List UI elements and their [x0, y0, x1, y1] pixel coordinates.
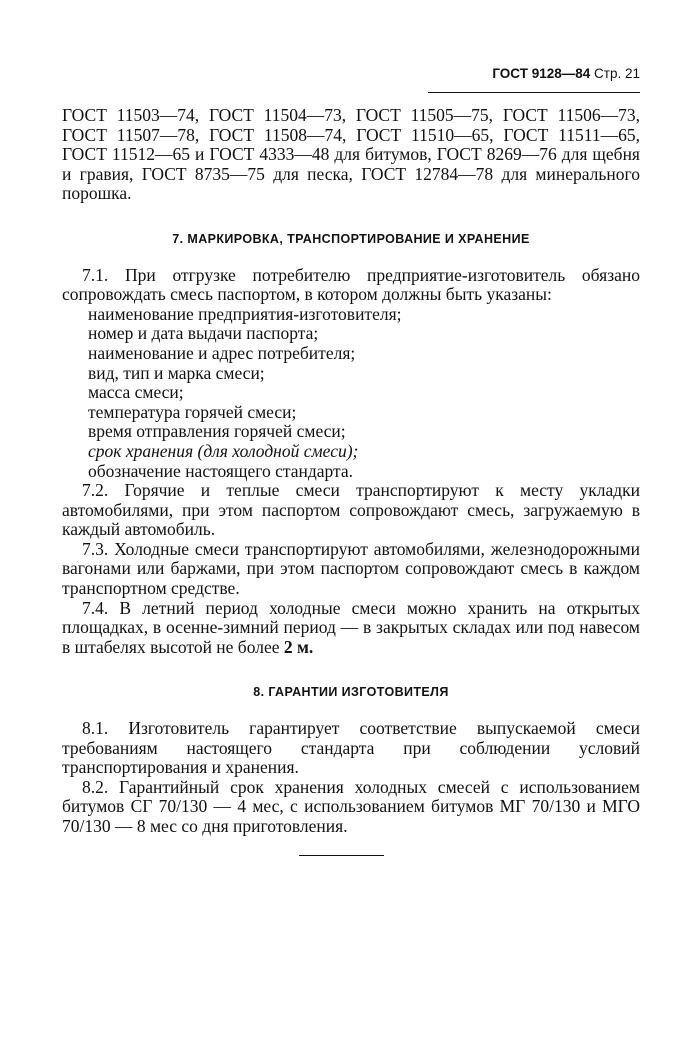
list-item: время отправления горячей смеси;	[88, 421, 346, 442]
intro-paragraph: ГОСТ 11503—74, ГОСТ 11504—73, ГОСТ 11505—75, ГОСТ 11506—73, ГОСТ 11507—78, ГОСТ 11508—74, ГОСТ 11510—65, ГОСТ 11511—65, ГОСТ 11512—65 и ГОСТ 4333—48 для битумов, ГОСТ 8269—76 для щебня и гравия, ГОСТ 8735—75 для песка, ГОСТ 12784—78 для минерального порошка.	[62, 105, 640, 204]
list-item: номер и дата выдачи паспорта;	[88, 323, 319, 344]
passport-items-list	[62, 305, 640, 481]
page-number: Стр. 21	[594, 66, 640, 81]
list-item: температура горячей смеси;	[88, 401, 297, 422]
list-item: наименование и адрес потребителя;	[88, 342, 356, 363]
list-item: обозначение настоящего стандарта.	[88, 460, 354, 481]
list-item: вид, тип и марка смеси;	[88, 362, 265, 383]
paragraph-8-2: 8.2. Гарантийный срок хранения холодных смесей с использованием битумов СГ 70/130 — 4 мес, с использованием битумов МГ 70/130 и МГО 70/130 — 8 мес со дня приготовления.	[62, 776, 640, 836]
paragraph-7-1: 7.1. При отгрузке потребителю предприятие-изготовитель обязано сопровождать смесь паспортом, в котором должны быть указаны:	[62, 264, 640, 305]
paragraph-7-4	[62, 599, 640, 658]
paragraph-7-4-height: 2 м.	[283, 636, 314, 657]
section-8-heading: 8. ГАРАНТИИ ИЗГОТОВИТЕЛЯ	[253, 685, 449, 700]
paragraph-7-4-text: 7.4. В летний период холодные смеси можно хранить на открытых площадках, в осенне-зимний период — в закрытых складах или под навесом в штабелях высотой не более	[62, 597, 640, 657]
section-7-heading: 7. МАРКИРОВКА, ТРАНСПОРТИРОВАНИЕ И ХРАНЕНИЕ	[172, 231, 530, 246]
paragraph-7-3: 7.3. Холодные смеси транспортируют автомобилями, железнодорожными вагонами или баржами, при этом паспортом сопровождают смесь в каждом транспортном средстве.	[62, 538, 640, 599]
end-divider	[299, 855, 384, 856]
body-text	[62, 106, 640, 837]
paragraph-7-2: 7.2. Горячие и теплые смеси транспортируют к месту укладки автомобилями, при этом паспортом сопровождают смесь, загружаемую в каждый автомобиль.	[62, 480, 640, 540]
list-item: наименование предприятия-изготовителя;	[88, 303, 402, 324]
running-header	[428, 66, 640, 93]
paragraph-8-1: 8.1. Изготовитель гарантирует соответствие выпускаемой смеси требованиям настоящего стандарта при соблюдении условий транспортирования и хранения.	[62, 718, 640, 778]
list-item: масса смеси;	[88, 382, 184, 403]
gost-designation: ГОСТ 9128—84	[492, 66, 591, 81]
list-item: срок хранения (для холодной смеси);	[88, 440, 359, 461]
